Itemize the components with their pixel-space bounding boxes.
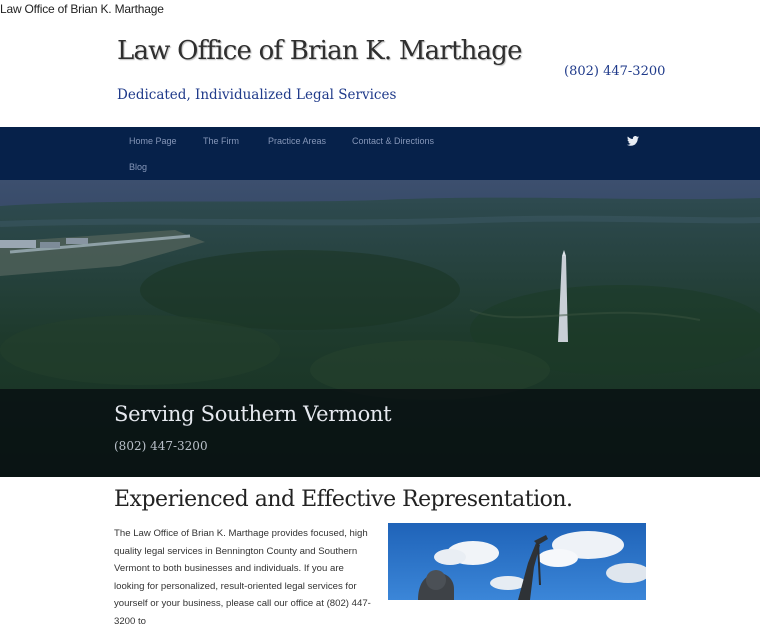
- twitter-icon[interactable]: [627, 136, 639, 146]
- hero-title: Serving Southern Vermont: [114, 402, 392, 426]
- main-heading: Experienced and Effective Representation.: [114, 487, 573, 512]
- nav-item-practice-areas[interactable]: Practice Areas: [268, 136, 327, 146]
- hero-banner: [0, 180, 760, 477]
- statue-photo: [388, 523, 646, 600]
- nav-item-blog[interactable]: Blog: [129, 162, 148, 172]
- browser-page-title: Law Office of Brian K. Marthage: [0, 2, 164, 16]
- nav-item-contact[interactable]: Contact & Directions: [352, 136, 435, 146]
- hero-phone[interactable]: (802) 447-3200: [114, 439, 208, 453]
- nav-item-home[interactable]: Home Page: [129, 136, 177, 146]
- main-nav: [0, 127, 760, 180]
- header-phone[interactable]: (802) 447-3200: [564, 64, 666, 79]
- intro-paragraph: The Law Office of Brian K. Marthage provides focused, high quality legal services in Bennington County and Southern Vermont to both businesses and individuals. If you are looking for personalized, result-oriented legal services for yourself or your business, please call our office at (802) 447-3200 to: [114, 528, 371, 627]
- site-tagline: Dedicated, Individualized Legal Services: [117, 87, 397, 103]
- statue-image: [388, 523, 646, 600]
- site-title[interactable]: Law Office of Brian K. Marthage: [117, 36, 522, 66]
- nav-item-the-firm[interactable]: The Firm: [203, 136, 239, 146]
